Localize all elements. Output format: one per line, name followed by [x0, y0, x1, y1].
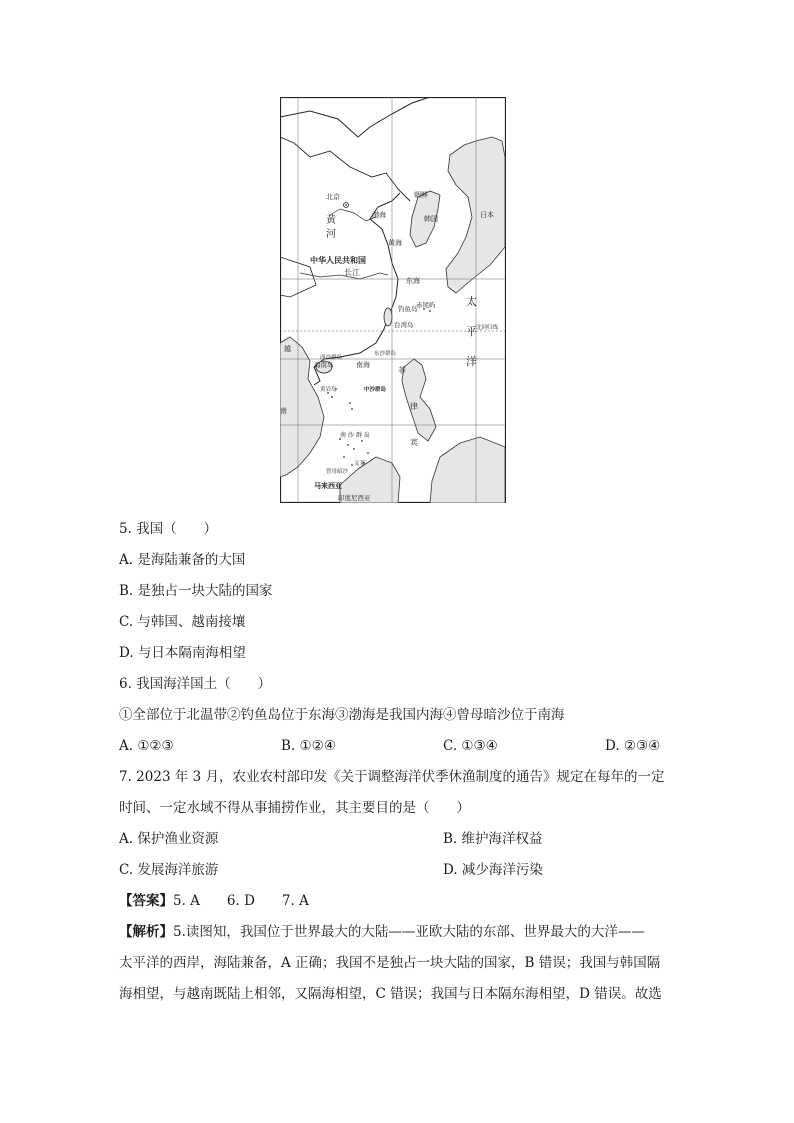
q5-stem: 5. 我国（ ） [119, 521, 218, 537]
map-figure [280, 97, 506, 503]
q5-option-c: C. 与韩国、越南接壤 [119, 614, 246, 630]
label-ph-1: 菲 [398, 366, 406, 375]
label-zengmu: 曾母暗沙 [326, 469, 349, 475]
analysis-paragraph [119, 917, 677, 1010]
label-yellow-river-1: 黄 [326, 215, 336, 226]
analysis-line1 [119, 917, 677, 948]
label-changjiang: 长江 [344, 268, 360, 277]
answer-tag: 【答案】 [119, 893, 173, 909]
q7-options-row1 [119, 829, 679, 849]
label-korea-s: 韩国 [424, 215, 438, 223]
label-taiwan: 台湾岛 [394, 321, 414, 329]
label-diaoyu: 钓鱼岛 [398, 305, 418, 313]
label-prc: 中华人民共和国 [310, 255, 366, 265]
q7-option-d: D. 减少海洋污染 [443, 862, 543, 878]
label-ph-2: 律 [410, 402, 418, 411]
label-vietnam: 越 [284, 345, 291, 353]
analysis-line3: 海相望，与越南既陆上相邻，又隔海相望，C 错误；我国与日本隔东海相望，D 错误。故选 [119, 986, 662, 1002]
q6-option-a: A. ①②③ [119, 738, 174, 754]
east-asia-map [280, 97, 506, 503]
analysis-line1-text: 5.读图知，我国位于世界最大的大陆——亚欧大陆的东部、世界最大的大洋—— [173, 924, 645, 940]
q7-options-row2 [119, 860, 679, 880]
q5-option-d: D. 与日本隔南海相望 [119, 645, 246, 661]
answer-line [119, 891, 309, 911]
label-pacific-1: 太 [466, 295, 477, 308]
q5-option-a: A. 是海陆兼备的大国 [119, 552, 246, 568]
label-nanhai: 南海 [356, 361, 370, 369]
label-tropic: 北回归线 [476, 325, 499, 331]
q6-options [119, 736, 679, 756]
label-dongsha: 东沙群岛 [374, 351, 397, 357]
label-ph-3: 宾 [410, 438, 418, 447]
label-pacific-2: 平 [466, 325, 477, 338]
label-korea-n: 朝鲜 [414, 191, 428, 199]
q6-option-d: D. ②③④ [605, 738, 661, 754]
label-donghai: 东海 [406, 277, 420, 285]
label-yellow-river-2: 河 [326, 229, 336, 240]
q6-stem: 6. 我国海洋国土（ ） [119, 676, 272, 692]
label-xisha: 西沙群岛 [320, 355, 343, 361]
label-huangyan: 黄岩岛 [320, 387, 337, 393]
label-beijing: 北京 [326, 193, 340, 201]
label-indonesia: 印度尼西亚 [338, 494, 371, 502]
analysis-line2: 太平洋的西岸，海陆兼备，A 正确；我国不是独占一块大陆的国家，B 错误；我国与韩国隔 [119, 955, 661, 971]
label-malaysia: 马来西亚 [314, 481, 342, 490]
island-taiwan [384, 308, 392, 326]
q6-option-c: C. ①③④ [443, 738, 498, 754]
label-nan: 南 [280, 407, 287, 415]
label-chiwei: 赤尾屿 [416, 301, 436, 309]
label-japan: 日本 [480, 211, 494, 219]
q7-option-b: B. 维护海洋权益 [443, 831, 543, 847]
label-bohai: 渤海 [372, 211, 386, 219]
q7-option-a: A. 保护渔业资源 [119, 831, 219, 847]
label-huanghai: 黄海 [388, 239, 402, 247]
q6-option-b: B. ①②④ [281, 738, 336, 754]
q7-stem-line2: 时间、一定水域不得从事捕捞作业，其主要目的是（ ） [119, 800, 470, 816]
label-nansha: 南 沙 群 岛 [340, 432, 370, 439]
analysis-tag: 【解析】 [119, 924, 173, 940]
label-zhongsha: 中沙群岛 [364, 387, 387, 393]
q6-statements: ①全部位于北温带②钓鱼岛位于东海③渤海是我国内海④曾母暗沙位于南海 [119, 707, 565, 723]
q7-stem-line1: 7. 2023 年 3 月，农业农村部印发《关于调整海洋伏季休渔制度的通告》规定在每年的一定 [119, 769, 665, 785]
label-hainan: 海南岛 [314, 361, 334, 369]
answer-text: 5. A 6. D 7. A [173, 893, 309, 909]
q7-option-c: C. 发展海洋旅游 [119, 862, 219, 878]
q5-option-b: B. 是独占一块大陆的国家 [119, 583, 273, 599]
label-wenlai: 文莱 [354, 461, 366, 467]
label-pacific-3: 洋 [466, 355, 477, 368]
